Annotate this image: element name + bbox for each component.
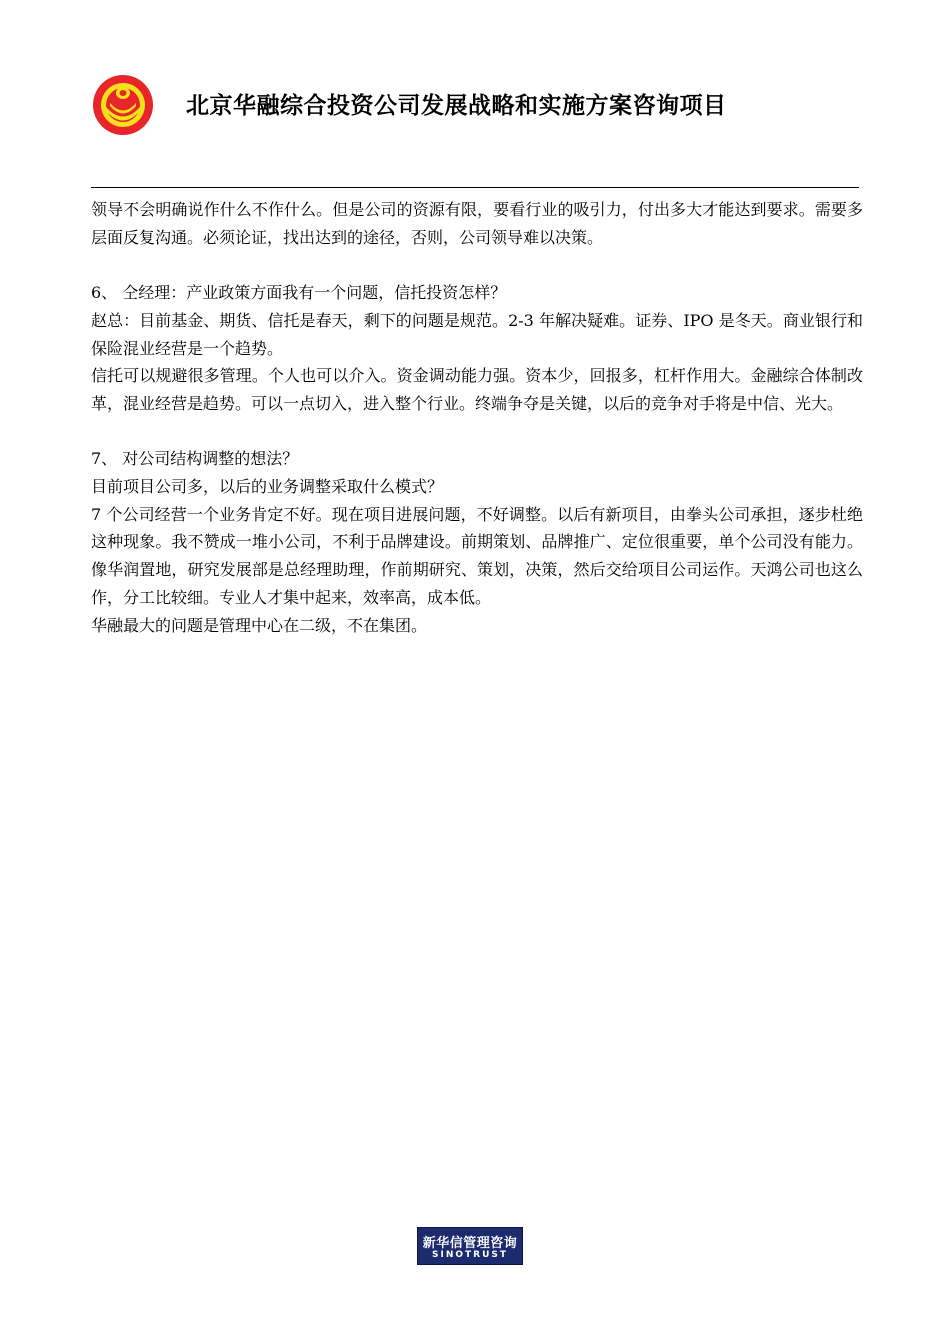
paragraph: 领导不会明确说作什么不作什么。但是公司的资源有限，要看行业的吸引力，付出多大才能达到要求。需要多层面反复沟通。必须论证，找出达到的途径，否则，公司领导难以决策。 bbox=[91, 200, 863, 247]
question-heading: 6、 仝经理：产业政策方面我有一个问题，信托投资怎样？ bbox=[91, 283, 507, 303]
question-heading: 7、 对公司结构调整的想法？ bbox=[91, 449, 299, 469]
paragraph: 赵总：目前基金、期货、信托是春天，剩下的问题是规范。2-3 年解决疑难。证券、IPO 是冬天。商业银行和保险混业经营是一个趋势。 bbox=[91, 310, 863, 358]
page-header bbox=[92, 74, 862, 136]
footer-brand-en: SINOTRUST bbox=[431, 1250, 508, 1260]
header-divider bbox=[91, 187, 859, 188]
huarong-emblem-icon bbox=[92, 74, 154, 136]
blank-line bbox=[91, 251, 863, 279]
paragraph: 华融最大的问题是管理中心在二级，不在集团。 bbox=[91, 615, 428, 635]
paragraph: 目前项目公司多，以后的业务调整采取什么模式？ bbox=[91, 477, 444, 496]
document-body bbox=[91, 196, 863, 639]
paragraph: 信托可以规避很多管理。个人也可以介入。资金调动能力强。资本少，回报多，杠杆作用大。金融综合体制改革，混业经营是趋势。可以一点切入，进入整个行业。终端争夺是关键，以后的竞争对手将是中信、光大。 bbox=[91, 366, 863, 413]
page-title: 北京华融综合投资公司发展战略和实施方案咨询项目 bbox=[186, 93, 727, 119]
blank-line bbox=[91, 418, 863, 446]
sinotrust-logo bbox=[417, 1227, 523, 1265]
footer-brand-cn: 新华信管理咨询 bbox=[422, 1236, 518, 1251]
paragraph: 7 个公司经营一个业务肯定不好。现在项目进展问题，不好调整。以后有新项目，由拳头公司承担，逐步杜绝这种现象。我不赞成一堆小公司，不利于品牌建设。前期策划、品牌推广、定位很重要，单个公司没有能力。像华润置地，研究发展部是总经理助理，作前期研究、策划，决策，然后交给项目公司运作。天鸿公司也这么作，分工比较细。专业人才集中起来，效率高，成本低。 bbox=[91, 504, 863, 607]
